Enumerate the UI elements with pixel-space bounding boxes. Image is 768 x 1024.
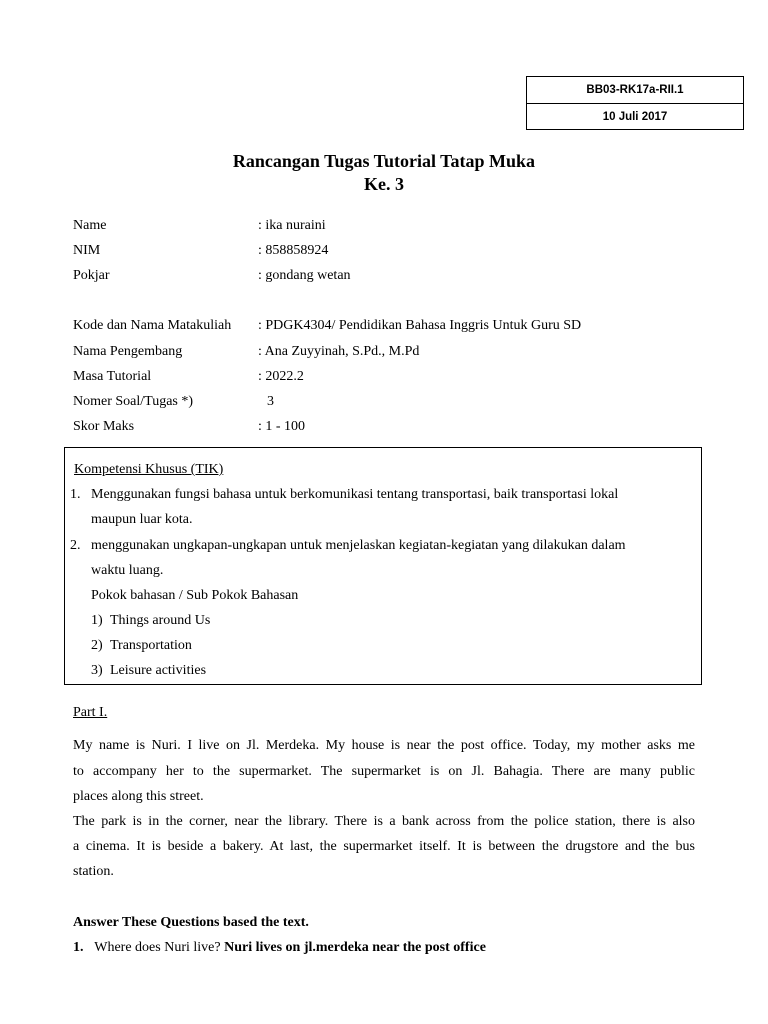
field-value-task-number: 3 xyxy=(267,394,274,409)
field-label-developer: Nama Pengembang xyxy=(73,344,183,359)
document-code: BB03-RK17a-RII.1 xyxy=(586,84,684,96)
field-label-nim: NIM xyxy=(73,243,101,258)
field-label-pokjar: Pokjar xyxy=(73,268,110,283)
topic-1-number: 1) xyxy=(91,613,103,628)
topic-3-number: 3) xyxy=(91,663,103,678)
topic-2-number: 2) xyxy=(91,638,103,653)
field-value-max-score: : 1 - 100 xyxy=(258,419,306,434)
page-title: Rancangan Tugas Tutorial Tatap Muka xyxy=(232,151,536,171)
field-value-developer: : Ana Zuyyinah, S.Pd., M.Pd xyxy=(258,344,420,359)
field-value-name: : ika nuraini xyxy=(258,218,326,233)
competency-item-1-number: 1. xyxy=(70,487,81,502)
competency-heading: Kompetensi Khusus (TIK) xyxy=(74,462,224,477)
topic-heading: Pokok bahasan / Sub Pokok Bahasan xyxy=(91,588,299,603)
paragraph-2-line-2: a cinema. It is beside a bakery. At last, the supermarket itself. It is between the drugstore and the bus xyxy=(73,839,695,854)
field-value-pokjar: : gondang wetan xyxy=(258,268,351,283)
field-label-period: Masa Tutorial xyxy=(73,369,152,384)
competency-item-1-text: Menggunakan fungsi bahasa untuk berkomunikasi tentang transportasi, baik transportasi lokal xyxy=(91,487,619,502)
topic-2-text: Transportation xyxy=(110,638,192,653)
questions-heading: Answer These Questions based the text. xyxy=(73,915,309,930)
paragraph-2-line-1: The park is in the corner, near the library. There is a bank across from the police station, there is also xyxy=(73,814,695,829)
topic-1-text: Things around Us xyxy=(110,613,211,628)
field-value-period: : 2022.2 xyxy=(258,369,304,384)
field-label-course: Kode dan Nama Matakuliah xyxy=(73,318,232,333)
question-1-text: Where does Nuri live? xyxy=(94,940,221,955)
question-1-number: 1. xyxy=(73,940,84,955)
question-1-answer: Nuri lives on jl.merdeka near the post office xyxy=(224,940,486,955)
paragraph-1-line-2: to accompany her to the supermarket. The supermarket is on Jl. Bahagia. There are many public xyxy=(73,764,695,779)
field-value-nim: : 858858924 xyxy=(258,243,329,258)
document-date: 10 Juli 2017 xyxy=(527,103,743,130)
paragraph-1-line-3: places along this street. xyxy=(73,789,204,804)
competency-item-2-text-cont: waktu luang. xyxy=(91,563,164,578)
document-code-box xyxy=(526,76,744,130)
question-1 xyxy=(73,939,486,957)
field-label-task-number: Nomer Soal/Tugas *) xyxy=(73,394,194,409)
field-label-max-score: Skor Maks xyxy=(73,419,135,434)
paragraph-2-line-3: station. xyxy=(73,864,114,879)
competency-item-2-number: 2. xyxy=(70,538,81,553)
page-subtitle: Ke. 3 xyxy=(364,174,404,194)
competency-item-2-text: menggunakan ungkapan-ungkapan untuk menjelaskan kegiatan-kegiatan yang dilakukan dalam xyxy=(91,538,626,553)
paragraph-1-line-1: My name is Nuri. I live on Jl. Merdeka. My house is near the post office. Today, my mother asks me xyxy=(73,738,695,753)
part-heading: Part I. xyxy=(73,705,108,720)
field-value-course: : PDGK4304/ Pendidikan Bahasa Inggris Untuk Guru SD xyxy=(258,318,582,333)
competency-box xyxy=(64,447,702,685)
competency-item-1-text-cont: maupun luar kota. xyxy=(91,512,193,527)
topic-3-text: Leisure activities xyxy=(110,663,207,678)
field-label-name: Name xyxy=(73,218,107,233)
